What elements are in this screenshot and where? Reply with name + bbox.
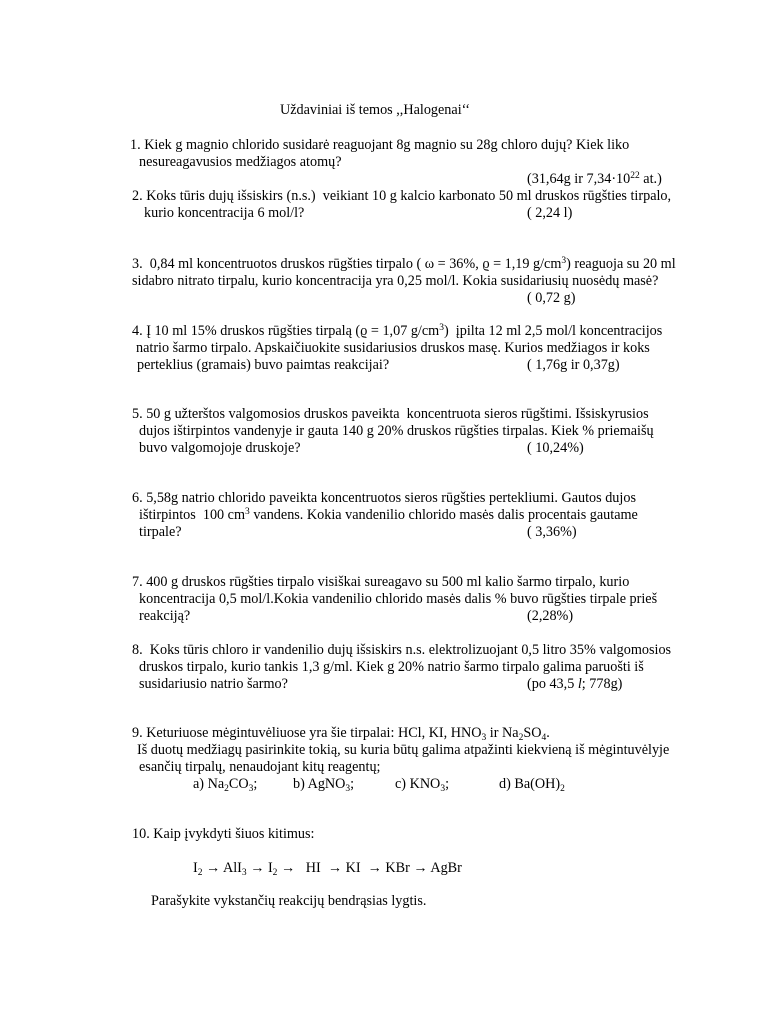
problem-10-instruction: Parašykite vykstančių reakcijų bendrąsias lygtis. (151, 893, 427, 909)
problem-5-answer: ( 10,24%) (527, 440, 584, 456)
problem-3-answer: ( 0,72 g) (527, 290, 576, 306)
problem-3-line-2: sidabro nitrato tirpalu, kurio koncentracija yra 0,25 mol/l. Kokia susidariusių nuosėdų masė? (132, 273, 659, 289)
problem-10-reaction-chain: $I_2 \to AlI_3 \to I_2$ → HI → KI → KBr → AgBr (193, 860, 462, 878)
problem-4-line-2: natrio šarmo tirpalo. Apskaičiuokite susidariusios druskos masę. Kurios medžiagos ir koks (136, 340, 650, 356)
problem-5-line-3: buvo valgomojoje druskoje? (139, 440, 301, 456)
problem-9-option-d: d) $Ba(OH)_2$ (499, 776, 565, 794)
problem-1-line-1: 1. Kiek g magnio chlorido susidarė reaguojant 8g magnio su 28g chloro dujų? Kiek liko (130, 137, 630, 153)
problem-9-option-b: b) AgNO$_3$; (293, 776, 355, 794)
problem-2-answer: ( 2,24 l) (527, 205, 573, 221)
problem-3-line-1: 3. 0,84 ml koncentruotos druskos rūgšties tirpalo ( ω = 36%, ϱ = 1,19 $g/cm^3$) reaguoja su 20 ml (132, 256, 676, 272)
problem-6-line-3: tirpale? (139, 524, 182, 540)
problem-1-line-2: nesureagavusios medžiagos atomų? (139, 154, 342, 170)
problem-5-line-2: dujos ištirpintos vandenyje ir gauta 140 g 20% druskos rūgšties tirpalas. Kiek % priemaišų (139, 423, 654, 439)
problem-4-line-3: perteklius (gramais) buvo paimtas reakcijai? (137, 357, 390, 373)
problem-2-line-1: 2. Koks tūris dujų išsiskirs (n.s.) veikiant 10 g kalcio karbonato 50 ml druskos rūgšties tirpalo, (132, 188, 672, 204)
problem-7-line-3: reakciją? (139, 608, 191, 624)
problem-5-line-1: 5. 50 g užterštos valgomosios druskos paveikta koncentruota sieros rūgštimi. Išsiskyrusios (132, 406, 649, 422)
problem-6-line-1: 6. 5,58g natrio chlorido paveikta koncentruotos sieros rūgšties pertekliumi. Gautos dujos (132, 490, 636, 506)
problem-8-answer: (po 43,5 l; 778g) (527, 676, 623, 692)
problem-1-answer: (31,64g ir $7,34\cdot 10^{22}$ at.) (527, 171, 662, 187)
problem-4-answer: ( 1,76g ir 0,37g) (527, 357, 620, 373)
problem-8-line-1: 8. Koks tūris chloro ir vandenilio dujų išsiskirs n.s. elektrolizuojant 0,5 litro 35% valgomosios (132, 642, 672, 658)
problem-2-line-2: kurio koncentracija 6 mol/l? (144, 205, 305, 221)
problem-9-line-3: esančių tirpalų, nenaudojant kitų reagentų; (139, 759, 381, 775)
problem-9-option-c: c) $KNO_3$; (395, 776, 450, 794)
problem-9-option-a: a) $Na_2CO_3$; (193, 776, 258, 794)
problem-7-line-2: koncentracija 0,5 mol/l.Kokia vandenilio chlorido masės dalis % buvo rūgšties tirpale prieš (139, 591, 658, 607)
problem-6-answer: ( 3,36%) (527, 524, 577, 540)
page-title: Uždaviniai iš temos ,,Halogenai‘‘ (280, 102, 471, 118)
problem-4-line-1: 4. Į 10 ml 15% druskos rūgšties tirpalą (ϱ = 1,07 $g/cm^3$) įpilta 12 ml 2,5 mol/l koncentracijos (132, 323, 663, 339)
problem-9-line-1: 9. Keturiuose mėgintuvėliuose yra šie tirpalai: HCl, KI, $HNO_3$ ir $Na_2SO_4$. (132, 725, 550, 743)
problem-7-answer: (2,28%) (527, 608, 574, 624)
problem-9-line-2: Iš duotų medžiagų pasirinkite tokią, su kuria būtų galima atpažinti kiekvieną iš mėgintuvėlyje (137, 742, 670, 758)
problem-10-line-1: 10. Kaip įvykdyti šiuos kitimus: (132, 826, 315, 842)
problem-8-line-2: druskos tirpalo, kurio tankis 1,3 g/ml. Kiek g 20% natrio šarmo tirpalo galima paruošti iš (139, 659, 644, 675)
problem-8-line-3: susidariusio natrio šarmo? (139, 676, 288, 692)
problem-7-line-1: 7. 400 g druskos rūgšties tirpalo visiškai sureagavo su 500 ml kalio šarmo tirpalo, kurio (132, 574, 630, 590)
problem-6-line-2: ištirpintos 100 $cm^3$ vandens. Kokia vandenilio chlorido masės dalis procentais gautame (139, 507, 638, 523)
